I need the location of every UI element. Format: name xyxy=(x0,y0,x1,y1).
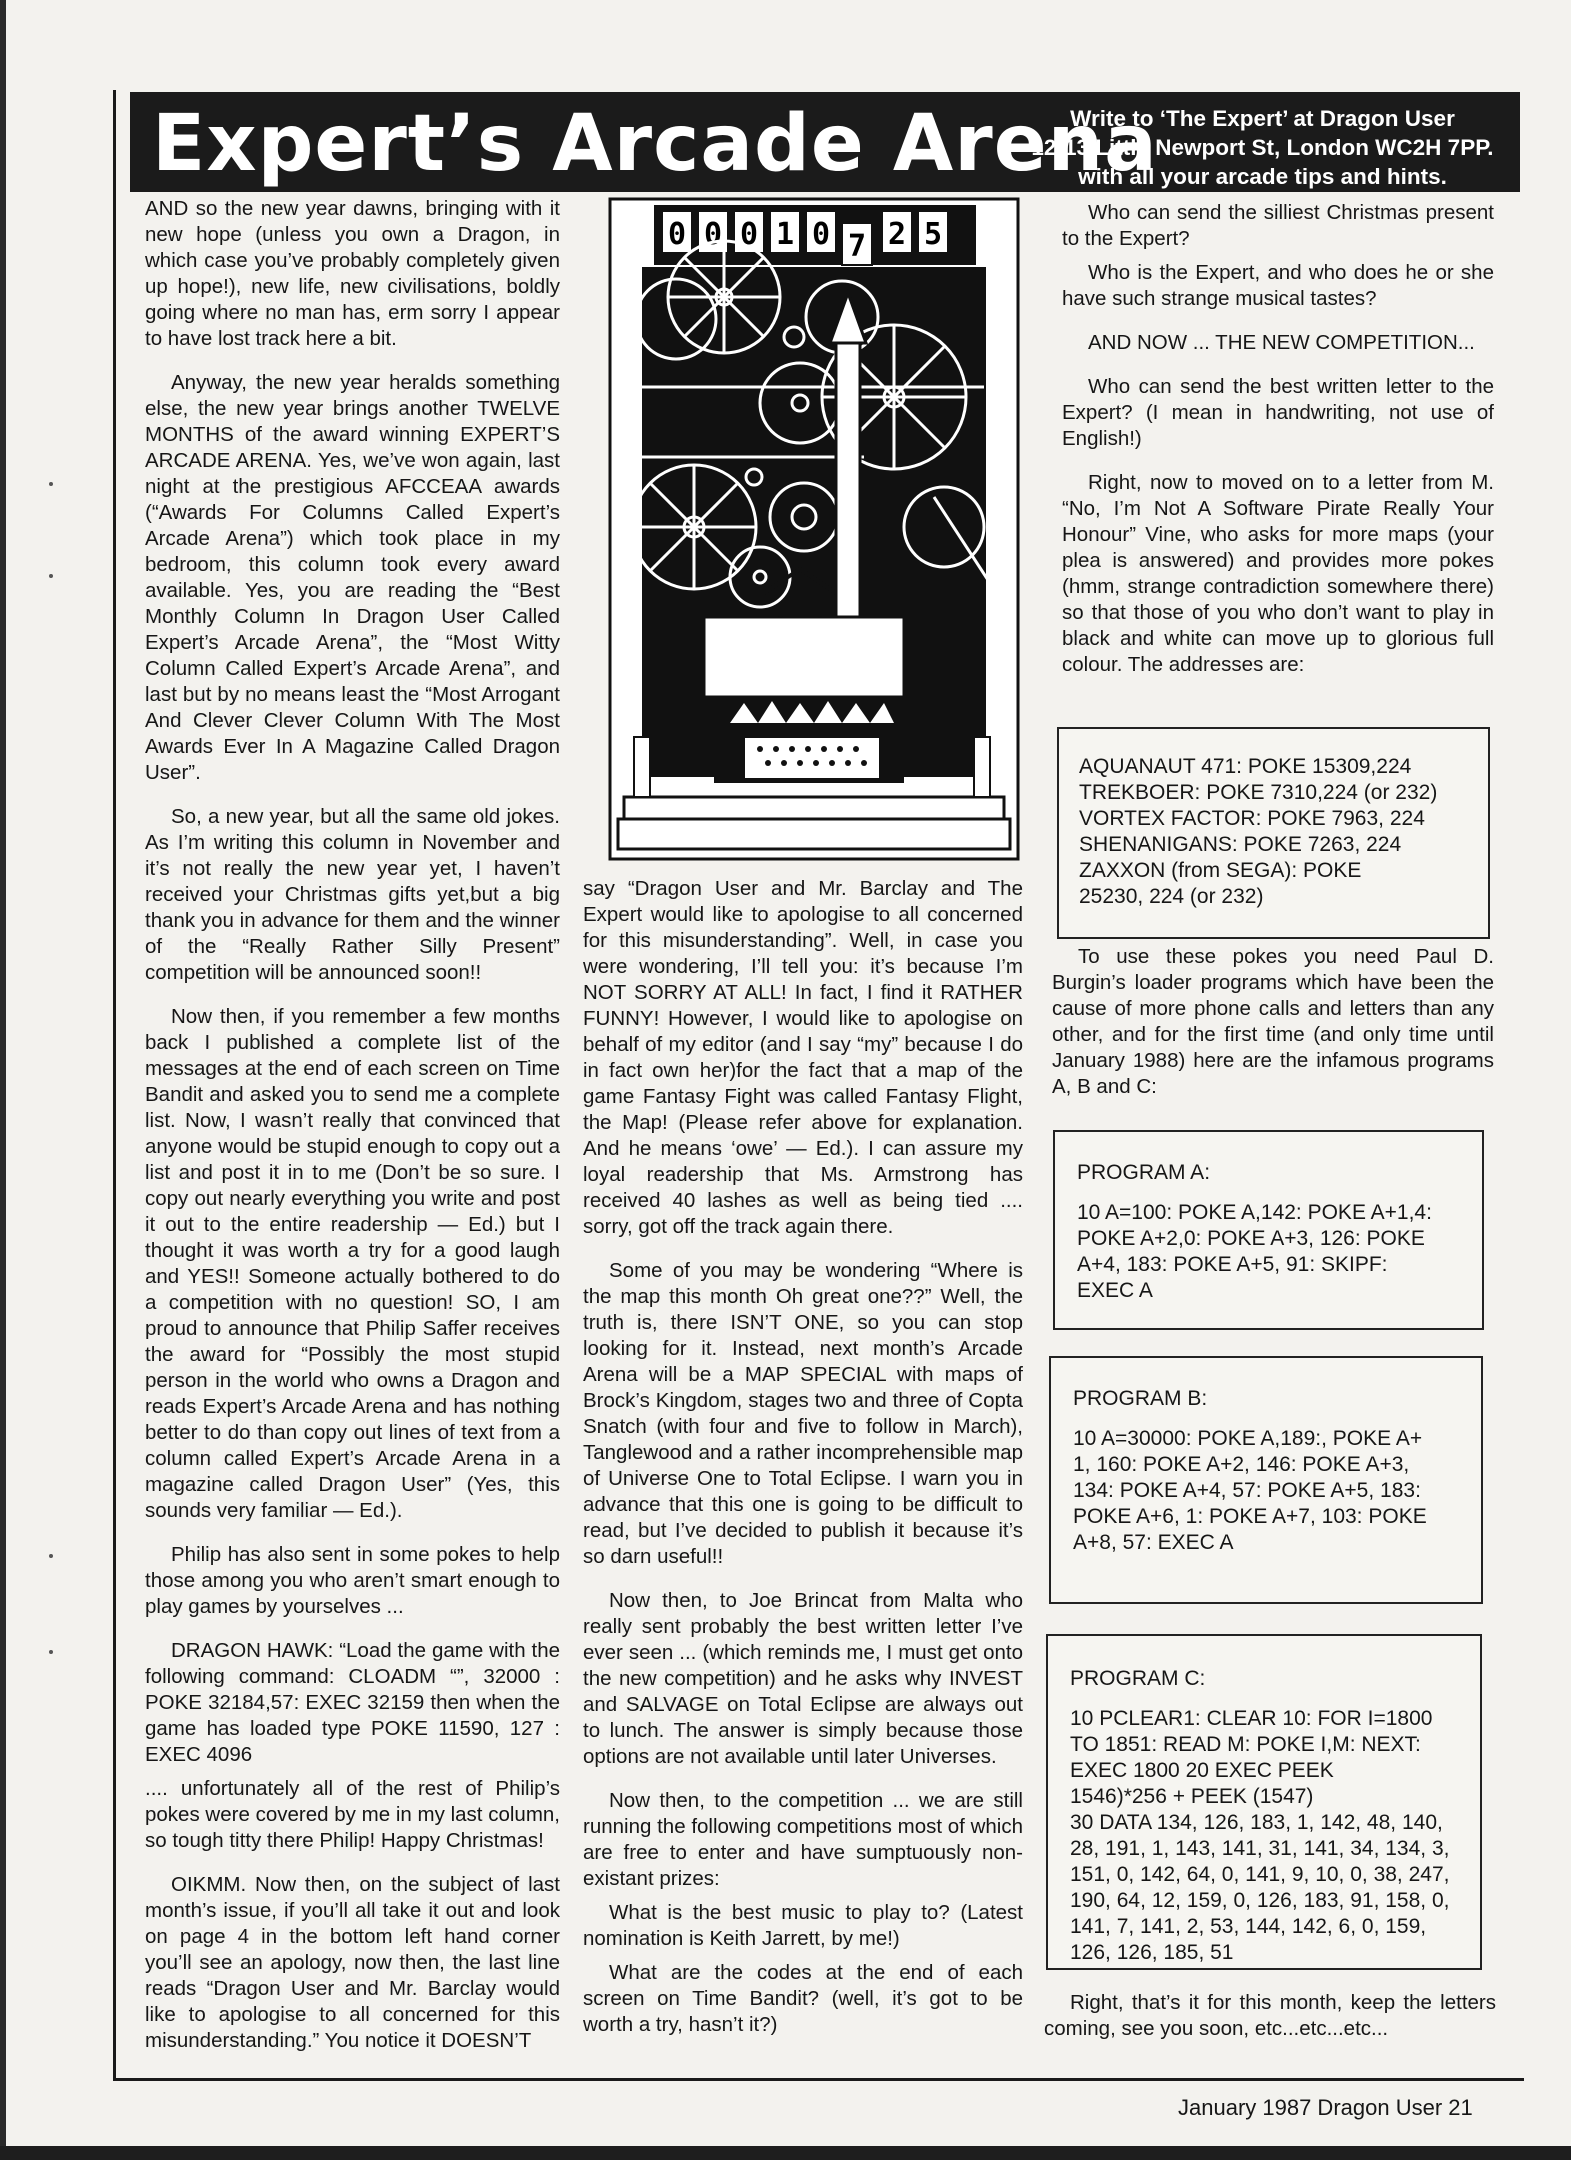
code-line: 30 DATA 134, 126, 183, 1, 142, 48, 140, xyxy=(1070,1811,1443,1834)
address-line: 12-13 Little Newport St, London WC2H 7PP. xyxy=(1031,135,1494,160)
code-line: POKE A+2,0: POKE A+3, 126: POKE xyxy=(1077,1227,1425,1250)
counter-digit: 0 xyxy=(703,217,723,252)
paragraph: Philip has also sent in some pokes to help those among you who aren’t smart enough to play games by yourselves ... xyxy=(145,1543,560,1618)
paragraph: Right, that’s it for this month, keep the letters coming, see you soon, etc...etc...etc... xyxy=(1044,1991,1496,2040)
code-line: 190, 64, 12, 159, 0, 126, 183, 91, 158, 0, xyxy=(1070,1889,1450,1912)
code-line: 10 PCLEAR1: CLEAR 10: FOR I=1800 xyxy=(1070,1707,1433,1730)
program-title: PROGRAM C: xyxy=(1070,1667,1206,1690)
paragraph: DRAGON HAWK: “Load the game with the following command: CLOADM “”, 32000 : POKE 32184,57: EXEC 32159 then when the game has loaded type POKE 11590, 127 : EXEC 4096 xyxy=(145,1639,560,1766)
page-title: Expert’s Arcade Arena xyxy=(152,99,1158,189)
page-edge-shadow xyxy=(0,0,6,2160)
paragraph: So, a new year, but all the same old jokes. As I’m writing this column in November and it’s not really the new year yet, I haven’t received your Christmas gifts yet,but a big thank you in advance for them and the winner of the “Really Rather Silly Present” competition will be announced soon!! xyxy=(145,805,560,984)
paragraph: Who is the Expert, and who does he or she have such strange musical tastes? xyxy=(1062,261,1494,310)
code-line: A+8, 57: EXEC A xyxy=(1073,1531,1234,1554)
paragraph: .... unfortunately all of the rest of Philip’s pokes were covered by me in my last column, so tough titty there Philip! Happy Christmas! xyxy=(145,1777,560,1852)
paragraph: Now then, if you remember a few months back I published a complete list of the messages at the end of each screen on Time Bandit and asked you to send me a complete list. Now, I wasn’t really that convinced that anyone would be stupid enough to copy out a list and post it in to me (Don’t be so sure. I copy out nearly everything you write and post it out to the entire readership — Ed.) but I thought it was worth a try for a good laugh and YES!! Someone actually bothered to do a competition with no question! SO, I am proud to announce that Philip Saffer receives the award for “Possibly the most stupid person in the world who owns a Dragon and reads Expert’s Arcade Arena and has nothing better to do than copy out lines of text from a column called Expert’s Arcade Arena in a magazine called Dragon User” (Yes, this sounds very familiar — Ed.). xyxy=(145,1005,560,1522)
code-line: 28, 191, 1, 143, 141, 31, 141, 34, 134, 3, xyxy=(1070,1837,1450,1860)
margin-mark xyxy=(49,482,53,486)
code-line: 151, 0, 142, 64, 0, 141, 9, 10, 0, 38, 247, xyxy=(1070,1863,1450,1886)
code-line: A+4, 183: POKE A+5, 91: SKIPF: xyxy=(1077,1253,1388,1276)
right-column-bottom xyxy=(1044,1990,1496,2060)
poke-line: VORTEX FACTOR: POKE 7963, 224 xyxy=(1079,807,1425,830)
margin-mark xyxy=(49,574,53,578)
furnace-grille xyxy=(744,737,880,779)
program-title: PROGRAM B: xyxy=(1073,1387,1208,1410)
paragraph: What are the codes at the end of each screen on Time Bandit? (well, it’s got to be worth a try, hasn’t it?) xyxy=(583,1961,1023,2036)
code-line: TO 1851: READ M: POKE I,M: NEXT: xyxy=(1070,1733,1421,1756)
code-line: 126, 126, 185, 51 xyxy=(1070,1941,1234,1964)
counter-digit: 7 xyxy=(847,229,867,264)
code-line: 1546)*256 + PEEK (1547) xyxy=(1070,1785,1314,1808)
pokes-box xyxy=(1057,727,1490,939)
poke-line: 25230, 224 (or 232) xyxy=(1079,885,1264,908)
paragraph: AND NOW ... THE NEW COMPETITION... xyxy=(1088,331,1475,354)
paragraph: What is the best music to play to? (Latest nomination is Keith Jarrett, by me!) xyxy=(583,1901,1023,1950)
code-line: POKE A+6, 1: POKE A+7, 103: POKE xyxy=(1073,1505,1427,1528)
left-column xyxy=(145,196,560,2072)
code-line: EXEC A xyxy=(1077,1279,1153,1302)
counter-digit: 2 xyxy=(887,217,907,252)
paragraph: Now then, to Joe Brincat from Malta who really sent probably the best written letter I’ve ever seen ... (which reminds me, I must get onto the new competition) and he asks why INVEST and SALVAGE on Total Eclipse are always out to lunch. The answer is simply because those options are not available until later Universes. xyxy=(583,1589,1023,1768)
base-plinth xyxy=(618,819,1010,849)
address-line: Write to ‘The Expert’ at Dragon User xyxy=(1070,106,1455,131)
paragraph: Who can send the best written letter to the Expert? (I mean in handwriting, not use of English!) xyxy=(1062,375,1494,450)
contact-address xyxy=(1010,104,1515,191)
right-column-middle xyxy=(1052,944,1494,1118)
program-c-box xyxy=(1046,1634,1482,1970)
code-line: 141, 7, 141, 2, 53, 144, 142, 6, 0, 159, xyxy=(1070,1915,1427,1938)
paragraph: Now then, to the competition ... we are still running the following competitions most of which are free to enter and have sumptuously non-existant prizes: xyxy=(583,1789,1023,1890)
paragraph: say “Dragon User and Mr. Barclay and The Expert would like to apologise to all concerned for this misunderstanding”. Well, in case you were wondering, I’ll tell you: it’s because I’m NOT SORRY AT ALL! In fact, I find it RATHER FUNNY! However, I would like to apologise on behalf of my editor (and I say “my” because I do in fact own her)for the fact that a map of the game Fantasy Fight was called Fantasy Flight, the Map! (Please refer above for explanation. And he means ‘owe’ — Ed.). I can assure my loyal readership that Ms. Armstrong has received 40 lashes as well as being tied .... sorry, got off the track again there. xyxy=(583,877,1023,1238)
pedestal xyxy=(704,617,904,697)
middle-column xyxy=(583,876,1023,2056)
code-line: EXEC 1800 20 EXEC PEEK xyxy=(1070,1759,1334,1782)
address-line: with all your arcade tips and hints. xyxy=(1078,164,1447,189)
code-line: 1, 160: POKE A+2, 146: POKE A+3, xyxy=(1073,1453,1410,1476)
page-bottom-shadow xyxy=(0,2146,1571,2160)
program-title: PROGRAM A: xyxy=(1077,1161,1211,1184)
counter-digit: 1 xyxy=(775,217,795,252)
code-line: 10 A=100: POKE A,142: POKE A+1,4: xyxy=(1077,1201,1432,1224)
base-platform xyxy=(624,797,1004,819)
paragraph: OIKMM. Now then, on the subject of last month’s issue, if you’ll all take it out and look on page 4 in the bottom left hand corner you’ll see an apology, now then, the last line reads “Dragon User and Mr. Barclay would like to apologise to all concerned for this misunderstanding.” You notice it DOESN’T xyxy=(145,1873,560,2052)
poke-line: TREKBOER: POKE 7310,224 (or 232) xyxy=(1079,781,1438,804)
counter-digit: 5 xyxy=(923,217,943,252)
paragraph: AND so the new year dawns, bringing with it new hope (unless you own a Dragon, in which case you’ve probably completely given up hope!), new life, new civilisations, boldly going where no man has, erm sorry I appear to have lost track here a bit. xyxy=(145,197,560,350)
paragraph: Anyway, the new year heralds something else, the new year brings another TWELVE MONTHS of the award winning EXPERT’S ARCADE ARENA. Yes, we’ve won again, last night at the prestigious AFCCEAA awards (“Awards For Columns Called Expert’s Arcade Arena”) which took place in my bedroom, this column took every award available. Yes, you are reading the “Best Monthly Column In Dragon User Called Expert’s Arcade Arena”, the “Most Witty Column Called Expert’s Arcade Arena”, and last but by no means least the “Most Arrogant And Clever Clever Column With The Most Awards Ever In A Magazine Called Dragon User”. xyxy=(145,371,560,784)
counter-digit: 0 xyxy=(739,217,759,252)
paragraph: Right, now to moved on to a letter from M. “No, I’m Not A Software Pirate Really Your Honour” Vine, who asks for more maps (your plea is answered) and provides more pokes (hmm, strange contradiction somewhere there) so that those of you who don’t want to play in black and white can move up to glorious full colour. The addresses are: xyxy=(1062,471,1494,676)
poke-line: AQUANAUT 471: POKE 15309,224 xyxy=(1079,755,1412,778)
page-footer: January 1987 Dragon User 21 xyxy=(1178,2095,1473,2120)
code-line: 134: POKE A+4, 57: POKE A+5, 183: xyxy=(1073,1479,1421,1502)
paragraph: Who can send the silliest Christmas present to the Expert? xyxy=(1062,201,1494,250)
paragraph: To use these pokes you need Paul D. Burgin’s loader programs which have been the cause of more phone calls and letters than any other, and for the first time (and only time until January 1988) here are the infamous programs A, B and C: xyxy=(1052,945,1494,1098)
margin-mark xyxy=(49,1650,53,1654)
right-column-top xyxy=(1062,200,1494,696)
program-a-box xyxy=(1053,1130,1484,1330)
right-post xyxy=(974,737,990,797)
code-line: 10 A=30000: POKE A,189:, POKE A+ xyxy=(1073,1427,1423,1450)
poke-line: SHENANIGANS: POKE 7263, 224 xyxy=(1079,833,1402,856)
poke-line: ZAXXON (from SEGA): POKE xyxy=(1079,859,1362,882)
program-b-box xyxy=(1049,1356,1483,1604)
clockwork-machine-illustration xyxy=(604,197,1024,862)
counter-digit: 0 xyxy=(667,217,687,252)
smokestack xyxy=(836,337,860,637)
counter-digit: 0 xyxy=(811,217,831,252)
paragraph: Some of you may be wondering “Where is the map this month Oh great one??” Well, the truth is, there ISN’T ONE, so you can stop looking for it. Instead, next month’s Arcade Arena will be a MAP SPECIAL with maps of Brock’s Kingdom, stages two and three of Copta Snatch (with four and five to follow in March), Tanglewood and a rather incomprehensible map of Universe One to Total Eclipse. I warn you in advance that this one is going to be difficult to read, but I’ve decided to publish it because it’s so darn useful!! xyxy=(583,1259,1023,1568)
left-post xyxy=(634,737,650,797)
margin-mark xyxy=(49,1554,53,1558)
